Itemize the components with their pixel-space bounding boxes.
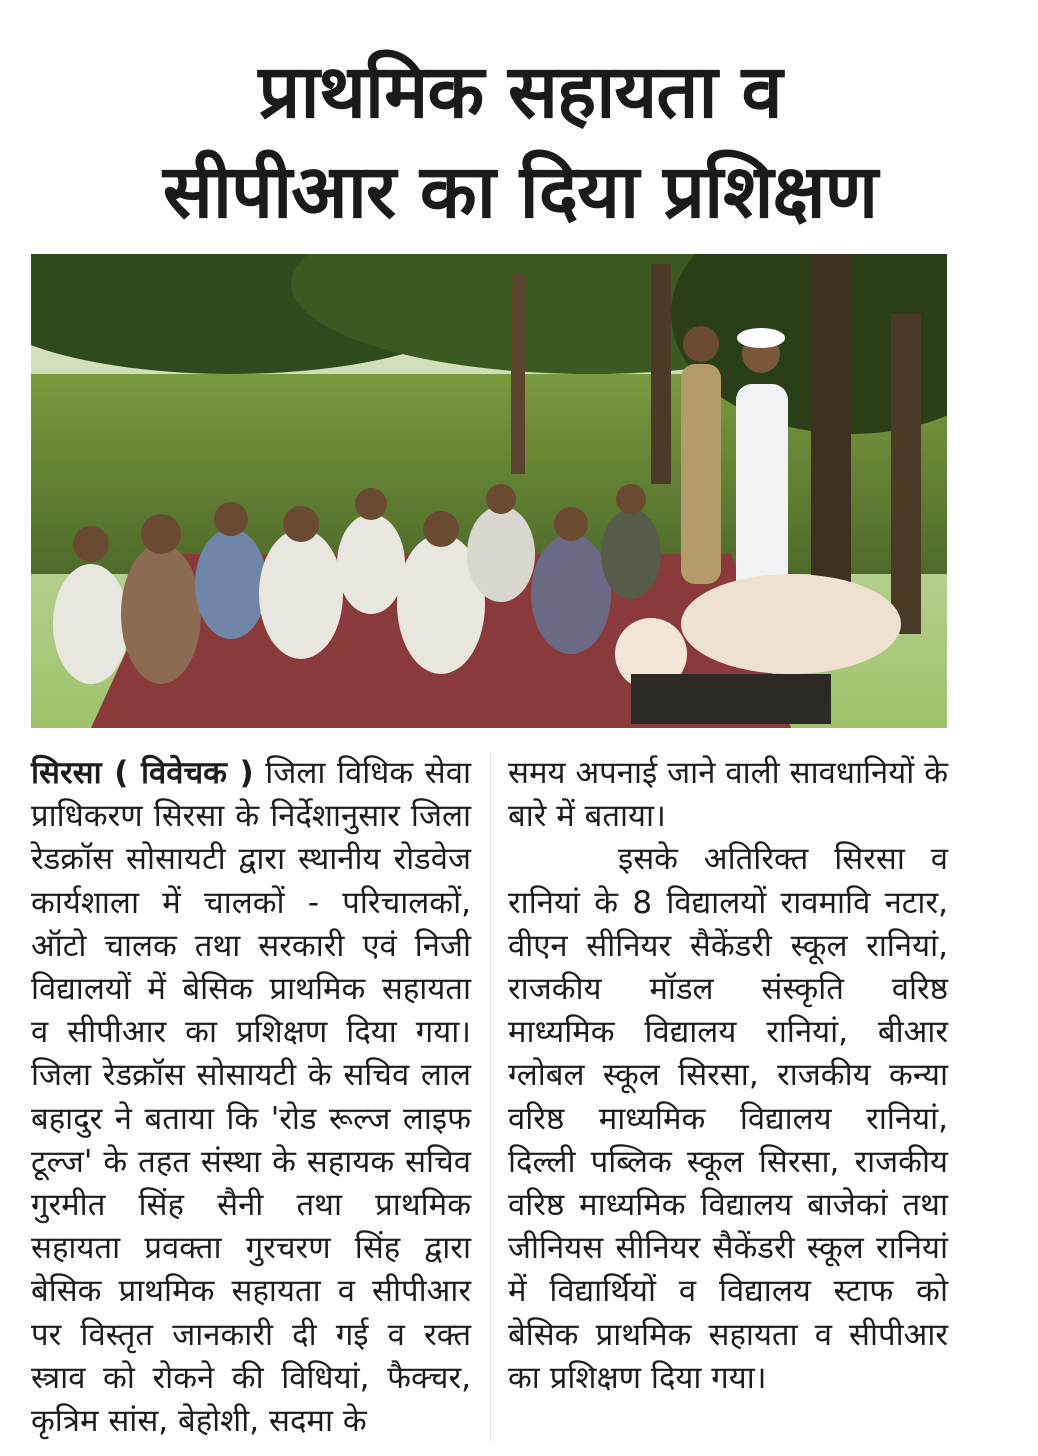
previous-article-cut-line — [30, 0, 890, 8]
article-column-right — [508, 752, 948, 1400]
news-photo — [31, 254, 947, 728]
headline-line-1: प्राथमिक सहायता व — [258, 49, 782, 135]
headline-line-2: सीपीआर का दिया प्रशिक्षण — [162, 149, 878, 235]
article-paragraph-1 — [31, 752, 471, 1443]
article-column-left — [31, 752, 471, 1443]
headline — [20, 42, 1020, 242]
article-paragraph-continuation: समय अपनाई जाने वाली सावधानियों के बारे में बताया। — [508, 755, 948, 835]
article-text-left: जिला विधिक सेवा प्राधिकरण सिरसा के निर्देशानुसार जिला रेडक्रॉस सोसायटी द्वारा स्थानीय रोडवेज कार्यशाला में चालकों - परिचालकों, ऑटो चालक तथा सरकारी एवं निजी विद्यालयों में बेसिक प्राथमिक सहायता व सीपीआर का प्रशिक्षण दिया गया। जिला रेडक्रॉस सोसायटी के सचिव लाल बहादुर ने बताया कि 'रोड रूल्ज लाइफ टूल्ज' के तहत संस्था के सहायक सचिव गुरमीत सिंह सैनी तथा प्राथमिक सहायता प्रवक्ता गुरचरण सिंह द्वारा बेसिक प्राथमिक सहायता व सीपीआर पर विस्तृत जानकारी दी गई व रक्त स्त्राव को रोकने की विधियां, फैक्चर, कृत्रिम सांस, बेहोशी, सदमा के — [31, 755, 472, 1440]
dateline: सिरसा ( विवेचक ) — [31, 755, 254, 791]
article-paragraph-2 — [508, 838, 948, 1400]
news-photo-illustration — [31, 254, 947, 728]
article-text-right: इसके अतिरिक्त सिरसा व रानियां के 8 विद्यालयों रावमावि नटार, वीएन सीनियर सैकेंडरी स्कूल रानियां, राजकीय मॉडल संस्कृति वरिष्ठ माध्यमिक विद्यालय रानियां, बीआर ग्लोबल स्कूल सिरसा, राजकीय कन्या वरिष्ठ माध्यमिक विद्यालय रानियां, दिल्ली पब्लिक स्कूल सिरसा, राजकीय वरिष्ठ माध्यमिक विद्यालय बाजेकां तथा जीनियस सीनियर सैकेंडरी स्कूल रानियां में विद्यार्थियों व विद्यालय स्टाफ को बेसिक प्राथमिक सहायता व सीपीआर का प्रशिक्षण दिया गया। — [508, 841, 948, 1396]
column-divider — [490, 752, 491, 1442]
